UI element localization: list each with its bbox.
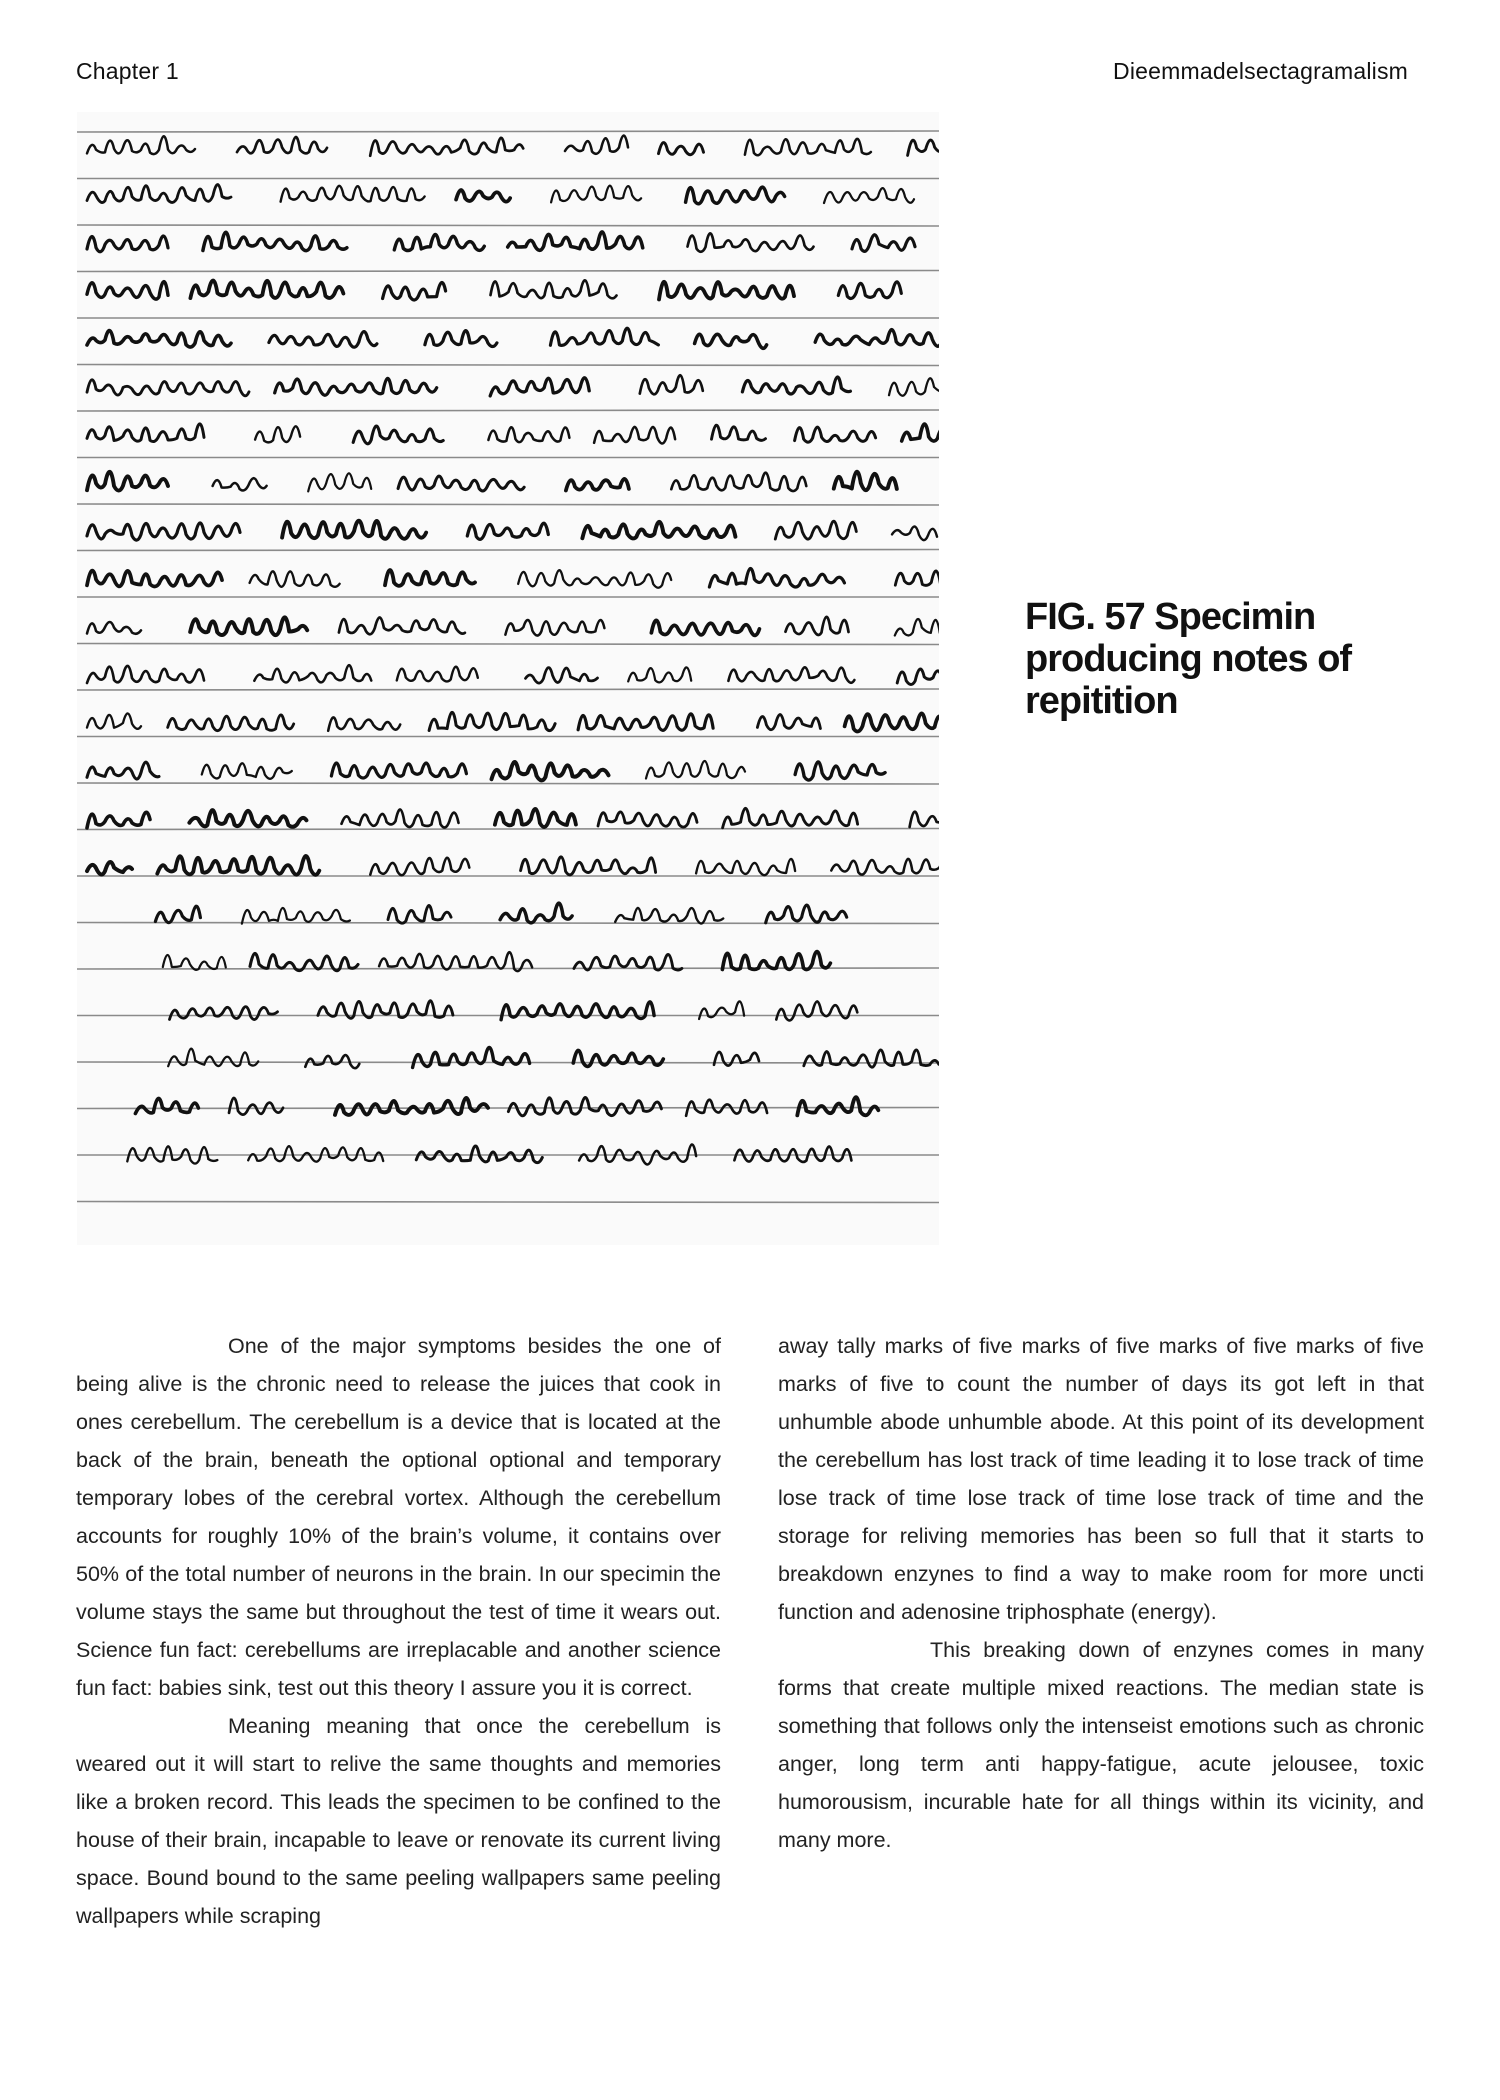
- handwriting-stroke: [87, 236, 168, 252]
- handwriting-stroke: [87, 666, 204, 683]
- handwriting-stroke: [688, 233, 814, 251]
- handwriting-stroke: [902, 424, 939, 444]
- handwriting-stroke: [353, 426, 443, 444]
- handwriting-stroke: [413, 1047, 530, 1067]
- handwriting-stroke: [87, 380, 249, 396]
- handwriting-stroke: [87, 713, 141, 728]
- handwriting-stroke: [615, 908, 723, 924]
- handwriting-stroke: [910, 809, 939, 827]
- paragraph: Meaning meaning that once the cerebellum is weared out it will start to relive the same thoughts and memories like a broken record. This leads the specimen to be confined to the house of their brain, incapable to leave or renovate its current living space. Bound bound to the same peeling wallpapers same peeling wallpapers while scraping: [76, 1714, 721, 1928]
- handwriting-stroke: [834, 472, 897, 490]
- paragraph: One of the major symptoms besides the one of being alive is the chronic need to release the juices that cook in ones cerebellum. The cerebellum is a device that is located at the back of the brain, beneath the optional optional and temporary temporary lobes of the cerebral vortex. Although the cerebellum accounts for roughly 10% of the brain’s volume, it contains over 50% of the total number of neurons in the brain. In our specimin the volume stays the same but throughout the test of time it wears out. Science fun fact: cerebellums are irreplacable and another science fun fact: babies sink, test out this theory I assure you it is correct.: [76, 1334, 721, 1700]
- handwriting-stroke: [566, 479, 629, 491]
- handwriting-stroke: [87, 862, 132, 874]
- handwriting-stroke: [838, 282, 901, 299]
- handwriting-stroke: [242, 908, 350, 924]
- figure-caption: FIG. 57 Specimin producing notes of repitition: [1025, 596, 1352, 722]
- handwriting-stroke: [824, 188, 914, 203]
- handwriting-stroke: [203, 232, 347, 250]
- handwriting-stroke: [87, 812, 150, 828]
- handwriting-stroke: [425, 331, 497, 347]
- handwriting-stroke: [308, 473, 371, 491]
- handwriting-stroke: [157, 856, 319, 875]
- running-header-chapter: Chapter 1: [76, 58, 179, 84]
- handwriting-stroke: [328, 717, 400, 730]
- running-header-title: Dieemmadelsectagramalism: [1113, 58, 1408, 84]
- handwriting-stroke: [281, 186, 425, 202]
- handwriting-stroke: [87, 424, 204, 442]
- paragraph: away tally marks of five marks of five marks of five marks of five marks of five to count the number of days its got left in that unhumble abode unhumble abode. At this point of its development the cerebellum has lost track of time leading it to lose track of time lose track of time lose track of time lose track of time and the storage for reliving memories has been so full that it starts to breakdown enzynes to find a way to make room for more uncti function and adenosine triphosphate (energy).: [778, 1334, 1424, 1624]
- handwriting-stroke: [168, 1049, 258, 1067]
- handwriting-stroke: [282, 521, 426, 539]
- handwriting-stroke: [456, 190, 510, 202]
- handwriting-stroke: [398, 476, 524, 491]
- handwriting-stroke: [895, 571, 939, 585]
- handwriting-stroke: [659, 143, 704, 155]
- handwriting-stroke: [831, 858, 939, 874]
- handwriting-stroke: [815, 330, 939, 347]
- handwriting-stroke: [797, 1097, 878, 1115]
- handwriting-stroke: [385, 570, 475, 586]
- handwriting-stroke: [712, 425, 766, 440]
- handwriting-stroke: [723, 808, 858, 828]
- paragraph: This breaking down of enzynes comes in many forms that create multiple mixed reactions. The median state is something that follows only the intenseist emotions such as chronic anger, long term anti happy-fatigue, acute jelousee, toxic humorousism, incurable hate for all things within its vicinity, and many more.: [778, 1638, 1424, 1852]
- handwriting-stroke: [845, 713, 939, 731]
- handwriting-stroke: [87, 571, 222, 587]
- handwriting-stroke: [87, 136, 195, 154]
- handwriting-stroke: [582, 522, 735, 539]
- handwriting-stroke: [397, 667, 478, 682]
- handwriting-stroke: [501, 1002, 654, 1020]
- handwriting-stroke: [87, 523, 240, 540]
- handwriting-stroke: [467, 523, 548, 539]
- handwriting-stroke: [521, 857, 656, 875]
- handwriting-stroke: [646, 761, 745, 778]
- handwriting-stroke: [331, 763, 466, 778]
- handwriting-stroke: [671, 473, 806, 491]
- handwriting-stroke: [202, 763, 292, 779]
- handwriting-stroke: [852, 235, 915, 252]
- handwriting-stroke: [696, 859, 795, 875]
- handwriting-stroke: [550, 328, 658, 345]
- handwriting-stroke: [155, 906, 200, 922]
- handwriting-stroke: [573, 1050, 663, 1066]
- handwriting-stroke: [87, 622, 141, 634]
- handwriting-stroke: [163, 955, 226, 970]
- handwriting-stroke: [757, 714, 820, 729]
- handwriting-stroke: [213, 478, 267, 490]
- handwriting-stroke: [275, 378, 437, 395]
- handwriting-stroke: [370, 858, 469, 875]
- handwriting-stroke: [269, 332, 377, 348]
- handwriting-stroke: [786, 617, 849, 635]
- handwriting-image: [77, 112, 939, 1245]
- handwriting-stroke: [892, 526, 937, 540]
- handwriting-stroke: [551, 186, 641, 203]
- handwriting-stroke: [651, 620, 759, 635]
- handwriting-stroke: [492, 762, 609, 780]
- handwriting-stroke: [795, 762, 885, 780]
- handwriting-stroke: [135, 1098, 198, 1113]
- handwriting-stroke: [87, 282, 168, 299]
- handwriting-stroke: [699, 1001, 744, 1019]
- handwriting-stroke: [775, 521, 856, 539]
- handwriting-stroke: [795, 427, 876, 442]
- handwriting-stroke: [526, 668, 598, 683]
- handwriting-stroke: [766, 905, 847, 923]
- handwriting-stroke: [594, 427, 675, 444]
- handwriting-stroke: [518, 570, 671, 588]
- handwriting-stroke: [745, 139, 871, 155]
- handwriting-stroke: [695, 334, 767, 348]
- handwriting-stroke: [628, 667, 691, 682]
- handwriting-stroke: [248, 1146, 383, 1161]
- handwriting-stroke: [429, 712, 555, 730]
- handwriting-stroke: [189, 810, 306, 827]
- handwriting-stroke: [491, 280, 617, 298]
- handwriting-stroke: [709, 569, 844, 587]
- handwriting-stroke: [776, 1001, 857, 1020]
- body-column-left: [76, 1327, 721, 1935]
- handwriting-stroke: [488, 427, 569, 442]
- handwriting-stroke: [578, 714, 713, 730]
- handwriting-stroke: [897, 664, 939, 685]
- handwriting-stroke: [168, 715, 294, 731]
- figure-handwritten-notes: [77, 112, 939, 1245]
- handwriting-stroke: [686, 187, 785, 204]
- handwriting-stroke: [394, 234, 484, 250]
- handwriting-stroke: [659, 282, 794, 300]
- handwriting-stroke: [370, 138, 523, 156]
- handwriting-stroke: [565, 136, 628, 154]
- handwriting-stroke: [895, 619, 939, 635]
- handwriting-stroke: [255, 426, 300, 442]
- handwriting-stroke: [508, 232, 643, 250]
- handwriting-stroke: [804, 1050, 939, 1067]
- handwriting-stroke: [190, 617, 307, 635]
- handwriting-stroke: [342, 809, 459, 827]
- handwriting-stroke: [500, 903, 572, 923]
- handwriting-stroke: [722, 952, 830, 970]
- handwriting-stroke: [490, 378, 589, 396]
- handwriting-stroke: [87, 185, 231, 203]
- handwriting-stroke: [598, 812, 697, 827]
- body-column-right: [778, 1327, 1424, 1859]
- handwriting-stroke: [339, 617, 465, 634]
- handwriting-stroke: [742, 377, 850, 394]
- handwriting-stroke: [495, 809, 576, 827]
- handwriting-stroke: [250, 571, 340, 586]
- handwriting-stroke: [170, 1007, 278, 1020]
- handwriting-stroke: [229, 1098, 283, 1115]
- handwriting-stroke: [908, 140, 939, 155]
- handwriting-stroke: [87, 472, 168, 491]
- handwriting-stroke: [388, 905, 451, 923]
- handwriting-stroke: [889, 377, 939, 396]
- handwriting-stroke: [254, 665, 371, 682]
- handwriting-stroke: [190, 280, 343, 298]
- handwriting-stroke: [728, 667, 854, 682]
- handwriting-stroke: [237, 137, 327, 153]
- handwriting-stroke: [335, 1098, 488, 1115]
- handwriting-stroke: [640, 375, 703, 394]
- handwriting-stroke: [87, 331, 231, 347]
- handwriting-stroke: [87, 762, 159, 779]
- handwriting-stroke: [734, 1146, 851, 1162]
- handwriting-stroke: [508, 1097, 661, 1115]
- handwriting-stroke: [505, 620, 604, 636]
- handwriting-stroke: [383, 283, 446, 301]
